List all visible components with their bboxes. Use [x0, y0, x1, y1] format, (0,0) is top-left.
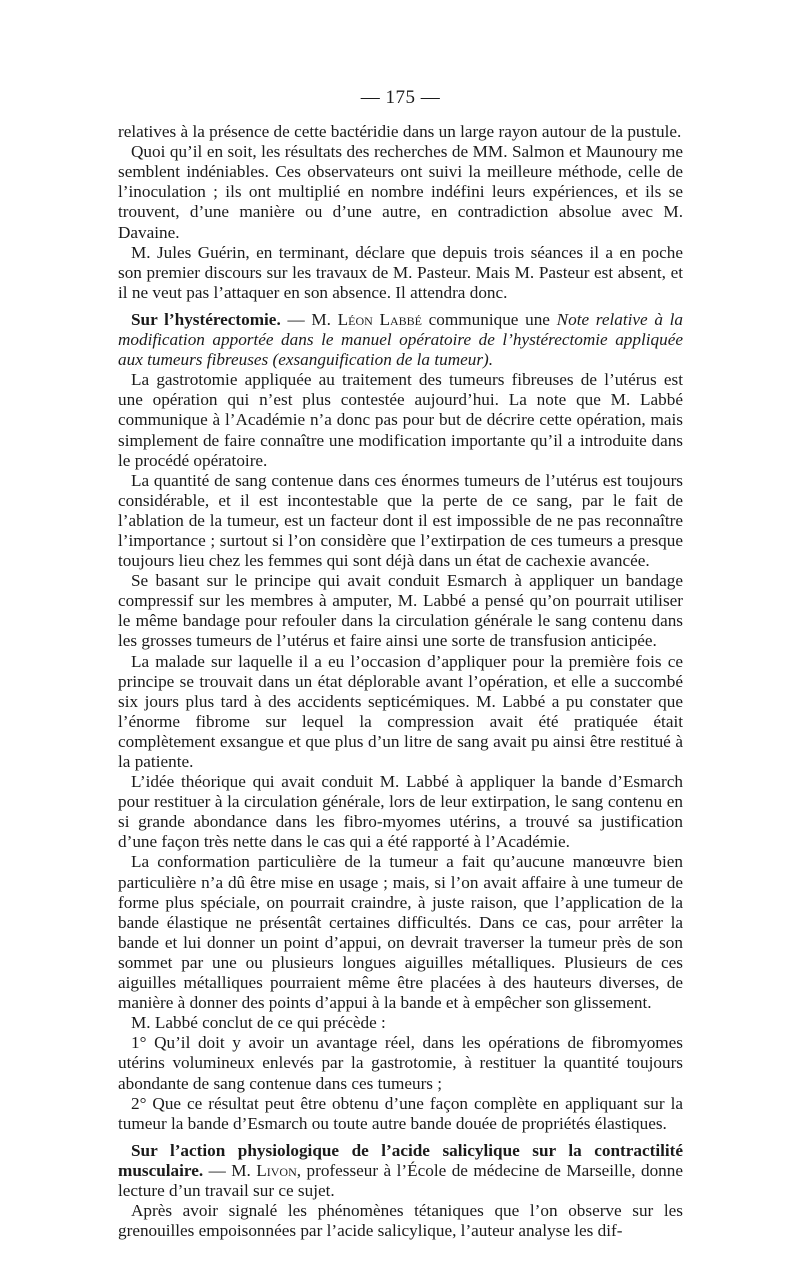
paragraph: Après avoir signalé les phénomènes tétaniques que l’on observe sur les grenouilles empoisonnées par l’acide salicylique, l’auteur analyse les dif- — [118, 1201, 683, 1241]
paragraph: La conformation particulière de la tumeur a fait qu’aucune manœuvre bien particulière n’a dû être mise en usage ; mais, si l’on avait affaire à une tumeur de forme plus spéciale, on pourrait craindre, à juste raison, que l’application de la bande élastique ne présentât certaines difficultés. Dans ce cas, pour arrêter la bande et lui donner un point d’appui, on devrait traverser la tumeur près de son sommet par une ou plusieurs longues aiguilles métalliques. Plusieurs de ces aiguilles métalliques pourraient même être placées à des hauteurs diverses, de manière à donner des points d’appui à la bande et à empêcher son glissement. — [118, 852, 683, 1013]
paragraph: La malade sur laquelle il a eu l’occasion d’appliquer pour la première fois ce principe se trouvait dans un état déplorable avant l’opération, et elle a succombé six jours plus tard à des accidents septicémiques. M. Labbé a pu constater que l’énorme fibrome sur lequel la compression avait été pratiquée était complètement exsangue et que plus d’un litre de sang avait pu ainsi être restitué à la patiente. — [118, 651, 683, 771]
conclusion-lead: M. Labbé conclut de ce qui précède : — [131, 1013, 386, 1033]
paragraph: L’idée théorique qui avait conduit M. Labbé à appliquer la bande d’Esmarch pour restituer à la circulation générale, lors de leur extirpation, le sang contenu en si grande abondance dans les fibro-myomes utérins, a trouvé sa justification d’une façon très nette dans le cas qui a été rapporté à l’Académie. — [118, 772, 683, 852]
paragraph-salmon-maunoury: Quoi qu’il en soit, les résultats des recherches de MM. Salmon et Maunoury me semblent indéniables. Ces observateurs ont suivi la meilleure méthode, celle de l’inoculation ; ils ont multiplié en nombre indéfini leurs expériences, et ils se trouvent, d’une manière ou d’une autre, en contradiction absolue avec M. Davaine. — [118, 142, 683, 242]
note-title: Note relative à la modification apportée dans le manuel opératoire de l’hystérectomie appliquée aux tumeurs fibreuses (exsanguification de la tumeur). — [118, 309, 684, 370]
page-number: — 175 — — [360, 87, 441, 108]
paragraph: La quantité de sang contenue dans ces énormes tumeurs de l’utérus est toujours considérable, et il est incontestable que la perte de ce sang, par le fait de l’ablation de la tumeur, est un facteur dont il est impossible de ne pas reconnaître l’importance ; surtout si l’on considère que l’extirpation de ces tumeurs a presque toujours lieu chez les femmes qui sont déjà dans un état de cachexie avancée. — [118, 470, 683, 571]
paragraph: La gastrotomie appliquée au traitement des tumeurs fibreuses de l’utérus est une opération qui n’est plus contestée aujourd’hui. La note que M. Labbé communique à l’Académie n’a donc pas pour but de décrire cette opération, mais simplement de faire connaître une modification importante qu’il a introduite dans le procédé opératoire. — [118, 370, 683, 470]
paragraph: Se basant sur le principe qui avait conduit Esmarch à appliquer un bandage compressif sur les membres à amputer, M. Labbé a pensé qu’on pourrait utiliser le même bandage pour refouler dans la circulation générale le sang contenu dans les grosses tumeurs de l’utérus et faire ainsi une sorte de transfusion anticipée. — [118, 571, 683, 651]
document-page — [118, 88, 683, 1241]
section-heading: Sur l’hystérectomie. — [131, 309, 281, 329]
section-acide-salicylique — [118, 1141, 683, 1241]
paragraph-continuation: relatives à la présence de cette bactéridie dans un large rayon autour de la pustule. — [118, 122, 682, 142]
intro-text: communique une — [421, 309, 557, 329]
section-heading: Sur l’action physiologique de l’acide salicylique sur la contractilité musculaire. — [118, 1140, 683, 1180]
author-name: Livon — [256, 1160, 297, 1180]
intro-text: , professeur à l’École de médecine de Marseille, donne lecture d’un travail sur ce sujet. — [118, 1160, 683, 1200]
section-hysterectomie — [118, 310, 683, 1134]
heading-dash: — M. — [203, 1160, 257, 1180]
section-acide-salicylique-intro — [118, 1141, 683, 1201]
paragraph-guerin: M. Jules Guérin, en terminant, déclare que depuis trois séances il a en poche son premier discours sur les travaux de M. Pasteur. Mais M. Pasteur est absent, et il ne veut pas l’attaquer en son absence. Il attendra donc. — [118, 242, 683, 302]
author-name: Léon Labbé — [337, 309, 422, 329]
heading-dash: — M. — [280, 309, 338, 329]
conclusion-point-1: 1° Qu’il doit y avoir un avantage réel, dans les opérations de fibromyomes utérins volumineux enlevés par la gastrotomie, à restituer la quantité toujours abondante de sang contenue dans ces tumeurs ; — [118, 1033, 683, 1093]
conclusion-point-2: 2° Que ce résultat peut être obtenu d’une façon complète en appliquant sur la tumeur la bande d’Esmarch ou toute autre bande douée de propriétés élastiques. — [118, 1093, 683, 1133]
section-hysterectomie-intro — [118, 310, 683, 370]
